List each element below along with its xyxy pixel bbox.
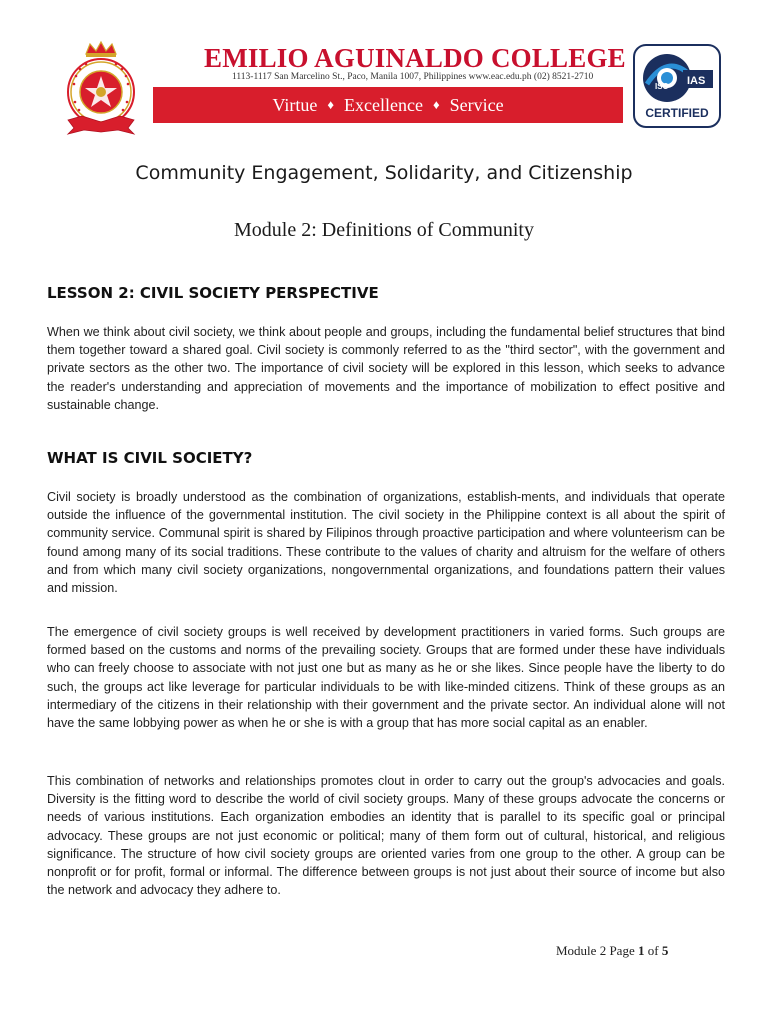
motto-service: Service (449, 94, 504, 115)
motto-banner (153, 87, 623, 123)
ias-label: IAS (687, 75, 706, 87)
certified-label: CERTIFIED (645, 106, 709, 120)
iso-label: ISO (655, 82, 669, 91)
footer-prefix: Module 2 Page (556, 943, 638, 958)
college-name: EMILIO AGUINALDO COLLEGE (204, 43, 626, 73)
paragraph: This combination of networks and relationships promotes clout in order to carry out the group's advocacies and goals. Diversity is the fitting word to describe the world of civil society groups. Many of these groups advocate the concerns or needs of various institutions. Each organization embodies an identity that is parallel to its specific goal or principal advocacy. These groups are not just economic or political; many of them form out of cultural, historical, and religious significance. The structure of how civil society groups are oriented varies from one group to the other. A group can be nonprofit or for profit, formal or informal. The difference between groups is not just about their source of income but also the network and advocacy they adhere to. (47, 774, 725, 898)
page-number-footer (556, 943, 668, 959)
footer-of: of (644, 943, 662, 958)
college-seal-logo (62, 40, 140, 136)
section-heading-lesson: LESSON 2: CIVIL SOCIETY PERSPECTIVE (47, 284, 379, 302)
total-pages: 5 (661, 943, 669, 958)
current-page: 1 (637, 943, 645, 958)
diamond-separator-icon: ♦ (432, 97, 440, 112)
module-title: Module 2: Definitions of Community (234, 219, 534, 241)
paragraph: When we think about civil society, we think about people and groups, including the fundamental belief structures that bind them together toward a shared goal. Civil society is commonly referred to as the "third sector", with the government and private sectors as the other two. The importance of civil society will be explored in this lesson, which seeks to advance the reader's understanding and appreciation of movements and the importance of mobilization to effect positive and sustainable change. (47, 325, 725, 412)
iso-ias-certified-badge (633, 44, 721, 128)
motto-virtue: Virtue (272, 94, 318, 115)
college-address: 1113-1117 San Marcelino St., Paco, Manila 1007, Philippines www.eac.edu.ph (02) 8521-2710 (232, 72, 594, 82)
diamond-separator-icon: ♦ (327, 97, 334, 112)
section-heading-what-is-civil-society: WHAT IS CIVIL SOCIETY? (47, 449, 253, 467)
course-title: Community Engagement, Solidarity, and Citizenship (135, 162, 633, 184)
paragraph: Civil society is broadly understood as the combination of organizations, establish-ments, and individuals that operate outside the influence of the governmental institution. The civil society in the Philippine context is all about the spirit of community service. Communal spirit is shared by Filipinos through proactive participation and where volunteerism can be found among many of its social traditions. These contribute to the values of charity and altruism for the welfare of others and from which many civil society organizations, nongovernmental organizations, and foundations pattern their values and mission. (47, 490, 725, 596)
paragraph: The emergence of civil society groups is well received by development practitioners in varied forms. Such groups are formed based on the customs and norms of the prevailing society. Groups that are formed under these have individuals who can freely choose to associate with not just one but as many as he or she likes. Since people have the liberty to do such, the groups act like leverage for particular individuals to be with like-minded citizens. Think of these groups as an intermediary of the citizens in their relationship with their government and the private sector. An individual alone will not have the same lobbying power as when he or she is with a group that has more social capital as an enabler. (47, 625, 725, 731)
motto-excellence: Excellence (343, 94, 423, 115)
